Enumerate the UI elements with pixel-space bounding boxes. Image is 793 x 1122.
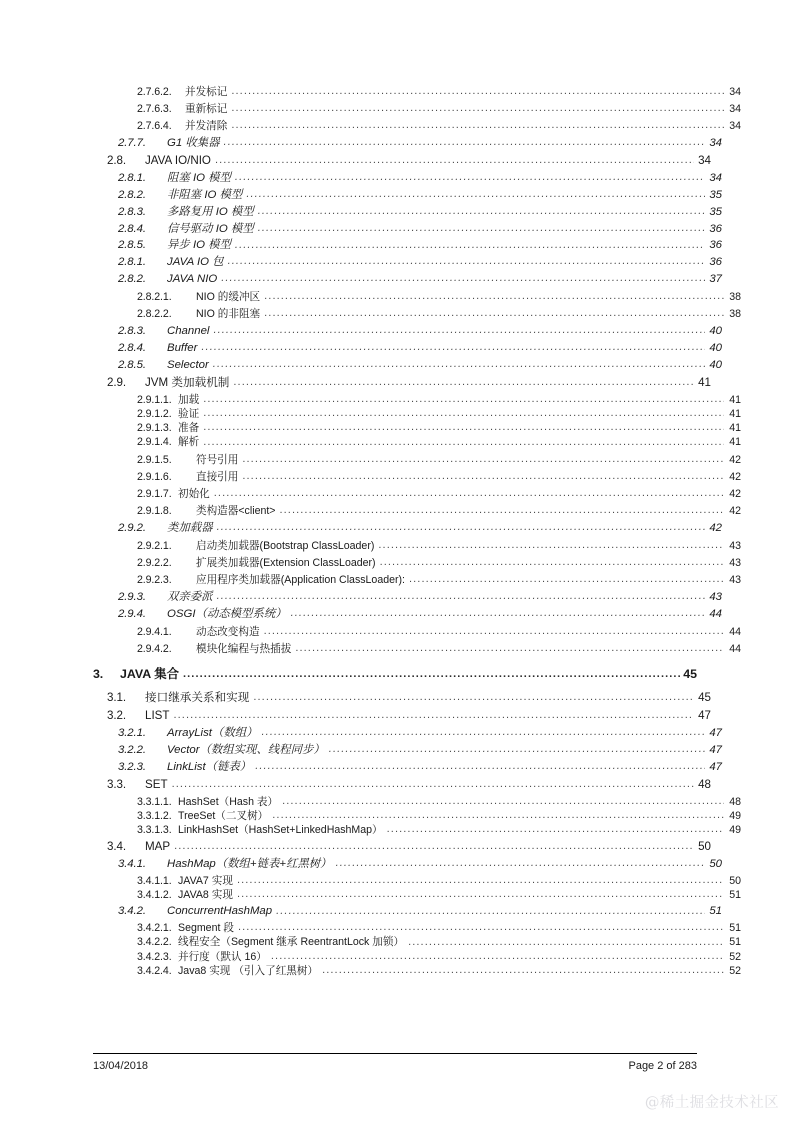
- toc-entry-label: 类加载器: [167, 521, 213, 534]
- watermark: @稀土掘金技术社区: [644, 1095, 779, 1111]
- toc-entry-number: 3.3.1.2.: [137, 810, 172, 823]
- toc-entry-number: 2.8.5.: [118, 239, 146, 252]
- toc-entry-number: 2.9.: [107, 376, 126, 390]
- toc-entry-label: G1 收集器: [167, 136, 220, 149]
- toc-entry[interactable]: [137, 890, 741, 901]
- toc-entry-page-number: 45: [698, 690, 711, 704]
- toc-entry-page-number: 34: [729, 119, 741, 132]
- toc-entry-page-number: 37: [709, 273, 722, 286]
- toc-entry[interactable]: [137, 506, 741, 517]
- toc-entry-number: 2.8.2.: [118, 188, 146, 201]
- toc-entry-number: 2.9.2.1.: [137, 539, 172, 552]
- toc-leader-dots: [264, 309, 724, 320]
- toc-entry[interactable]: [118, 609, 722, 620]
- toc-entry-number: 3.4.1.: [118, 858, 146, 871]
- toc-entry-label: Selector: [167, 359, 209, 372]
- toc-entry-page-number: 42: [729, 470, 741, 483]
- toc-entry[interactable]: [118, 523, 722, 534]
- toc-entry-number: 3.: [93, 666, 104, 681]
- toc-entry-label: Segment 段: [178, 922, 234, 935]
- toc-entry[interactable]: [137, 472, 741, 483]
- toc-entry[interactable]: [137, 409, 741, 420]
- toc-leader-dots: [264, 292, 724, 303]
- toc-entry-number: 2.9.4.1.: [137, 625, 172, 638]
- toc-entry[interactable]: [93, 668, 697, 682]
- toc-leader-dots: [279, 506, 724, 517]
- toc-leader-dots: [231, 87, 724, 98]
- toc-leader-dots: [295, 644, 724, 655]
- toc-entry[interactable]: [107, 155, 711, 168]
- toc-entry-number: 2.7.6.2.: [137, 85, 172, 98]
- toc-leader-dots: [258, 224, 705, 235]
- toc-entry-number: 3.4.2.2.: [137, 936, 172, 949]
- toc-leader-dots: [291, 609, 705, 620]
- toc-entry-label: 信号驱动 IO 模型: [167, 222, 254, 235]
- toc-entry-page-number: 41: [698, 376, 711, 390]
- toc-leader-dots: [213, 360, 705, 371]
- toc-entry[interactable]: [137, 966, 741, 977]
- toc-entry-number: 2.7.6.4.: [137, 119, 172, 132]
- toc-entry[interactable]: [107, 841, 711, 854]
- toc-entry-label: HashSet（Hash 表）: [178, 795, 279, 808]
- toc-leader-dots: [235, 240, 705, 251]
- toc-leader-dots: [282, 797, 724, 808]
- toc-entry-number: 2.7.6.3.: [137, 102, 172, 115]
- toc-entry-number: 2.9.1.8.: [137, 504, 172, 517]
- toc-entry-label: TreeSet（二叉树）: [178, 810, 269, 823]
- toc-entry-page-number: 49: [729, 810, 741, 823]
- toc-entry-number: 2.9.4.: [118, 607, 146, 620]
- toc-entry-number: 2.9.3.: [118, 591, 146, 604]
- toc-leader-dots: [203, 437, 724, 448]
- toc-leader-dots: [336, 859, 705, 870]
- toc-leader-dots: [203, 395, 724, 406]
- toc-entry-label: JAVA IO 包: [167, 256, 224, 269]
- toc-entry-number: 2.9.2.2.: [137, 556, 172, 569]
- toc-entry-label: ConcurrentHashMap: [167, 905, 273, 918]
- toc-entry-number: 2.9.1.3.: [137, 422, 172, 435]
- toc-entry-label: 异步 IO 模型: [167, 239, 231, 252]
- toc-entry-label: 并发标记: [185, 85, 228, 98]
- toc-entry[interactable]: [137, 825, 741, 836]
- toc-entry[interactable]: [137, 292, 741, 303]
- toc-entry-number: 3.3.1.1.: [137, 795, 172, 808]
- toc-entry-number: 3.2.3.: [118, 760, 146, 773]
- toc-leader-dots: [276, 906, 705, 917]
- toc-entry-label: 双亲委派: [167, 591, 213, 604]
- toc-entry-label: MAP: [145, 840, 171, 854]
- toc-entry-page-number: 41: [729, 408, 741, 421]
- toc-entry[interactable]: [118, 906, 722, 917]
- toc-entry-number: 3.4.2.4.: [137, 964, 172, 977]
- toc-entry[interactable]: [118, 257, 722, 268]
- toc-entry[interactable]: [118, 240, 722, 251]
- toc-entry-page-number: 38: [729, 291, 741, 304]
- toc-leader-dots: [228, 257, 705, 268]
- toc-entry-label: 线程安全（Segment 继承 ReentrantLock 加锁）: [178, 936, 405, 949]
- toc-entry-number: 2.9.1.5.: [137, 453, 172, 466]
- toc-entry-number: 2.8.4.: [118, 222, 146, 235]
- toc-entry[interactable]: [137, 104, 741, 115]
- toc-leader-dots: [380, 558, 724, 569]
- toc-entry-number: 2.8.: [107, 153, 126, 167]
- toc-leader-dots: [378, 541, 724, 552]
- toc-entry-page-number: 35: [709, 188, 722, 201]
- toc-entry[interactable]: [137, 309, 741, 320]
- toc-entry-page-number: 43: [729, 539, 741, 552]
- toc-entry-page-number: 43: [729, 573, 741, 586]
- toc-leader-dots: [203, 423, 724, 434]
- toc-leader-dots: [215, 156, 694, 168]
- toc-entry-page-number: 48: [698, 777, 711, 791]
- toc-entry-page-number: 42: [729, 487, 741, 500]
- toc-entry-number: 2.8.5.: [118, 359, 146, 372]
- toc-leader-dots: [174, 842, 694, 854]
- toc-entry-page-number: 45: [683, 666, 697, 681]
- toc-entry[interactable]: [107, 779, 711, 792]
- toc-entry[interactable]: [137, 811, 741, 822]
- toc-leader-dots: [271, 952, 724, 963]
- toc-entry[interactable]: [118, 274, 722, 285]
- toc-entry-number: 3.4.2.3.: [137, 950, 172, 963]
- toc-entry-number: 2.9.1.2.: [137, 408, 172, 421]
- toc-entry-page-number: 44: [709, 607, 722, 620]
- toc-entry[interactable]: [107, 377, 711, 390]
- toc-entry-label: JAVA IO/NIO: [145, 153, 211, 167]
- toc-entry-page-number: 50: [729, 875, 741, 888]
- toc-entry-page-number: 34: [709, 136, 722, 149]
- toc-entry-label: Channel: [167, 325, 210, 338]
- toc-leader-dots: [242, 472, 724, 483]
- toc-entry-label: HashMap（数组+链表+红黑树）: [167, 858, 332, 871]
- toc-entry-label: 验证: [178, 408, 200, 421]
- toc-entry[interactable]: [137, 937, 741, 948]
- toc-entry-page-number: 34: [709, 171, 722, 184]
- toc-leader-dots: [224, 138, 705, 149]
- toc-entry-label: 模块化编程与热插拔: [196, 642, 292, 655]
- toc-entry-page-number: 47: [709, 744, 722, 757]
- toc-entry[interactable]: [118, 762, 722, 773]
- toc-entry[interactable]: [137, 575, 741, 586]
- toc-entry-label: 应用程序类加载器(Application ClassLoader):: [196, 573, 405, 586]
- toc-entry-number: 3.4.2.: [118, 905, 146, 918]
- toc-entry-page-number: 48: [729, 795, 741, 808]
- toc-entry-label: 直接引用: [196, 470, 239, 483]
- toc-entry-page-number: 51: [729, 889, 741, 902]
- toc-entry-label: 扩展类加载器(Extension ClassLoader): [196, 556, 376, 569]
- toc-entry-label: JAVA NIO: [167, 273, 218, 286]
- toc-entry-page-number: 40: [709, 359, 722, 372]
- toc-entry-number: 3.4.1.2.: [137, 889, 172, 902]
- toc-entry-label: SET: [145, 777, 168, 791]
- toc-leader-dots: [213, 326, 705, 337]
- toc-entry-label: 多路复用 IO 模型: [167, 205, 254, 218]
- toc-entry-number: 3.3.1.3.: [137, 824, 172, 837]
- toc-entry-page-number: 36: [709, 222, 722, 235]
- toc-entry-label: 接口继承关系和实现: [145, 690, 250, 704]
- toc-entry[interactable]: [137, 558, 741, 569]
- toc-entry-page-number: 36: [709, 256, 722, 269]
- toc-entry[interactable]: [118, 592, 722, 603]
- toc-entry-page-number: 34: [698, 153, 711, 167]
- toc-entry[interactable]: [137, 121, 741, 132]
- toc-entry-label: OSGI（动态模型系统）: [167, 607, 287, 620]
- toc-leader-dots: [183, 670, 680, 682]
- toc-entry-label: 非阻塞 IO 模型: [167, 188, 243, 201]
- toc-entry-page-number: 50: [698, 840, 711, 854]
- toc-entry-number: 2.8.3.: [118, 325, 146, 338]
- toc-entry-page-number: 35: [709, 205, 722, 218]
- toc-entry[interactable]: [118, 190, 722, 201]
- toc-entry-number: 2.8.1.: [118, 171, 146, 184]
- toc-entry-number: 3.4.: [107, 840, 126, 854]
- toc-leader-dots: [258, 207, 705, 218]
- toc-entry-page-number: 36: [709, 239, 722, 252]
- toc-entry-label: LIST: [145, 709, 170, 723]
- toc-entry-page-number: 34: [729, 85, 741, 98]
- toc-entry-page-number: 47: [698, 709, 711, 723]
- toc-leader-dots: [264, 627, 724, 638]
- toc-entry-number: 2.8.2.: [118, 273, 146, 286]
- toc-entry[interactable]: [107, 710, 711, 723]
- toc-leader-dots: [408, 937, 724, 948]
- toc-entry-number: 3.4.2.1.: [137, 922, 172, 935]
- toc-leader-dots: [217, 592, 705, 603]
- toc-entry-number: 3.4.1.1.: [137, 875, 172, 888]
- toc-entry-label: Buffer: [167, 342, 198, 355]
- toc-entry[interactable]: [118, 173, 722, 184]
- toc-entry-label: 重新标记: [185, 102, 228, 115]
- toc-leader-dots: [172, 780, 694, 792]
- toc-entry-number: 2.8.1.: [118, 256, 146, 269]
- toc-entry-number: 2.9.2.: [118, 521, 146, 534]
- toc-entry-label: 初始化: [178, 487, 210, 500]
- toc-entry-number: 2.8.2.1.: [137, 291, 172, 304]
- toc-leader-dots: [262, 728, 705, 739]
- toc-entry-page-number: 40: [709, 342, 722, 355]
- toc-leader-dots: [322, 966, 724, 977]
- toc-entry-page-number: 44: [729, 642, 741, 655]
- page-footer: [93, 1053, 697, 1072]
- toc-entry-label: 符号引用: [196, 453, 239, 466]
- footer-date: 13/04/2018: [93, 1060, 149, 1072]
- toc-entry[interactable]: [137, 87, 741, 98]
- toc-entry-label: 解析: [178, 436, 200, 449]
- toc-entry-label: NIO 的缓冲区: [196, 291, 261, 304]
- table-of-contents: [93, 85, 741, 977]
- toc-entry[interactable]: [137, 395, 741, 406]
- toc-entry-label: Vector（数组实现、线程同步）: [167, 744, 325, 757]
- toc-leader-dots: [217, 523, 705, 534]
- toc-entry-label: 类构造器<client>: [196, 504, 276, 517]
- toc-leader-dots: [255, 762, 705, 773]
- toc-leader-dots: [272, 811, 724, 822]
- toc-entry-label: JAVA 集合: [120, 666, 179, 681]
- toc-entry-label: JAVA8 实现: [178, 889, 233, 902]
- toc-entry-page-number: 52: [729, 964, 741, 977]
- toc-entry-label: 加载: [178, 394, 200, 407]
- toc-entry-label: ArrayList（数组）: [167, 727, 258, 740]
- toc-entry-label: JAVA7 实现: [178, 875, 233, 888]
- toc-entry-label: 并行度（默认 16）: [178, 950, 267, 963]
- toc-entry-label: 阻塞 IO 模型: [167, 171, 231, 184]
- toc-leader-dots: [409, 575, 724, 586]
- toc-entry-page-number: 41: [729, 422, 741, 435]
- toc-entry[interactable]: [137, 455, 741, 466]
- toc-entry-page-number: 40: [709, 325, 722, 338]
- toc-entry-page-number: 42: [729, 453, 741, 466]
- toc-entry[interactable]: [137, 437, 741, 448]
- toc-entry-page-number: 41: [729, 394, 741, 407]
- toc-leader-dots: [214, 489, 724, 500]
- toc-entry[interactable]: [118, 326, 722, 337]
- toc-leader-dots: [201, 343, 705, 354]
- toc-leader-dots: [231, 104, 724, 115]
- toc-entry[interactable]: [118, 859, 722, 870]
- toc-leader-dots: [242, 455, 724, 466]
- toc-entry-number: 2.9.2.3.: [137, 573, 172, 586]
- toc-entry-number: 2.9.1.1.: [137, 394, 172, 407]
- footer-page-number: Page 2 of 283: [628, 1060, 697, 1072]
- toc-entry-label: NIO 的非阻塞: [196, 308, 261, 321]
- toc-entry-page-number: 47: [709, 727, 722, 740]
- toc-entry-number: 2.8.4.: [118, 342, 146, 355]
- toc-entry[interactable]: [118, 343, 722, 354]
- toc-entry[interactable]: [137, 627, 741, 638]
- toc-leader-dots: [235, 173, 705, 184]
- toc-leader-dots: [173, 711, 694, 723]
- toc-entry[interactable]: [118, 224, 722, 235]
- toc-entry-page-number: 43: [709, 591, 722, 604]
- toc-entry-page-number: 47: [709, 760, 722, 773]
- toc-entry-number: 3.2.2.: [118, 744, 146, 757]
- toc-entry[interactable]: [118, 360, 722, 371]
- toc-leader-dots: [231, 121, 724, 132]
- toc-entry[interactable]: [137, 541, 741, 552]
- toc-entry[interactable]: [118, 745, 722, 756]
- toc-entry-label: Java8 实现 （引入了红黑树）: [178, 964, 319, 977]
- toc-leader-dots: [221, 274, 705, 285]
- toc-leader-dots: [329, 745, 705, 756]
- toc-entry-number: 2.9.4.2.: [137, 642, 172, 655]
- toc-entry[interactable]: [118, 207, 722, 218]
- toc-entry-number: 3.3.: [107, 777, 126, 791]
- toc-leader-dots: [233, 378, 694, 390]
- toc-entry-page-number: 42: [709, 521, 722, 534]
- toc-entry[interactable]: [137, 489, 741, 500]
- toc-entry-number: 3.1.: [107, 690, 126, 704]
- toc-entry-page-number: 51: [729, 936, 741, 949]
- toc-entry[interactable]: [137, 644, 741, 655]
- toc-entry-label: 准备: [178, 422, 200, 435]
- toc-entry-page-number: 38: [729, 308, 741, 321]
- toc-entry-number: 2.9.1.4.: [137, 436, 172, 449]
- toc-entry[interactable]: [137, 423, 741, 434]
- toc-entry-page-number: 51: [709, 905, 722, 918]
- toc-entry[interactable]: [137, 923, 741, 934]
- toc-leader-dots: [238, 923, 724, 934]
- toc-entry-page-number: 43: [729, 556, 741, 569]
- toc-entry-page-number: 50: [709, 858, 722, 871]
- toc-leader-dots: [387, 825, 724, 836]
- toc-entry-page-number: 52: [729, 950, 741, 963]
- toc-entry[interactable]: [137, 876, 741, 887]
- toc-entry-number: 3.2.1.: [118, 727, 146, 740]
- toc-entry-number: 2.9.1.7.: [137, 487, 172, 500]
- toc-entry[interactable]: [118, 728, 722, 739]
- toc-entry-page-number: 51: [729, 922, 741, 935]
- toc-leader-dots: [203, 409, 724, 420]
- toc-leader-dots: [246, 190, 705, 201]
- toc-entry[interactable]: [118, 138, 722, 149]
- toc-entry-page-number: 34: [729, 102, 741, 115]
- toc-entry-number: 2.8.2.2.: [137, 308, 172, 321]
- toc-entry-number: 2.7.7.: [118, 136, 146, 149]
- toc-entry-label: LinkList（链表）: [167, 760, 252, 773]
- toc-entry-page-number: 49: [729, 824, 741, 837]
- toc-entry-page-number: 42: [729, 504, 741, 517]
- toc-entry-page-number: 44: [729, 625, 741, 638]
- toc-entry[interactable]: [107, 692, 711, 705]
- toc-leader-dots: [237, 890, 724, 901]
- toc-entry-number: 2.9.1.6.: [137, 470, 172, 483]
- toc-entry-label: 并发清除: [185, 119, 228, 132]
- toc-entry-label: JVM 类加载机制: [145, 376, 230, 390]
- toc-entry-page-number: 41: [729, 436, 741, 449]
- toc-entry-label: 启动类加载器(Bootstrap ClassLoader): [196, 539, 375, 552]
- toc-entry[interactable]: [137, 797, 741, 808]
- toc-entry[interactable]: [137, 952, 741, 963]
- toc-entry-label: LinkHashSet（HashSet+LinkedHashMap）: [178, 824, 383, 837]
- toc-leader-dots: [237, 876, 724, 887]
- toc-entry-label: 动态改变构造: [196, 625, 260, 638]
- toc-entry-number: 2.8.3.: [118, 205, 146, 218]
- toc-entry-number: 3.2.: [107, 709, 126, 723]
- toc-leader-dots: [253, 693, 694, 705]
